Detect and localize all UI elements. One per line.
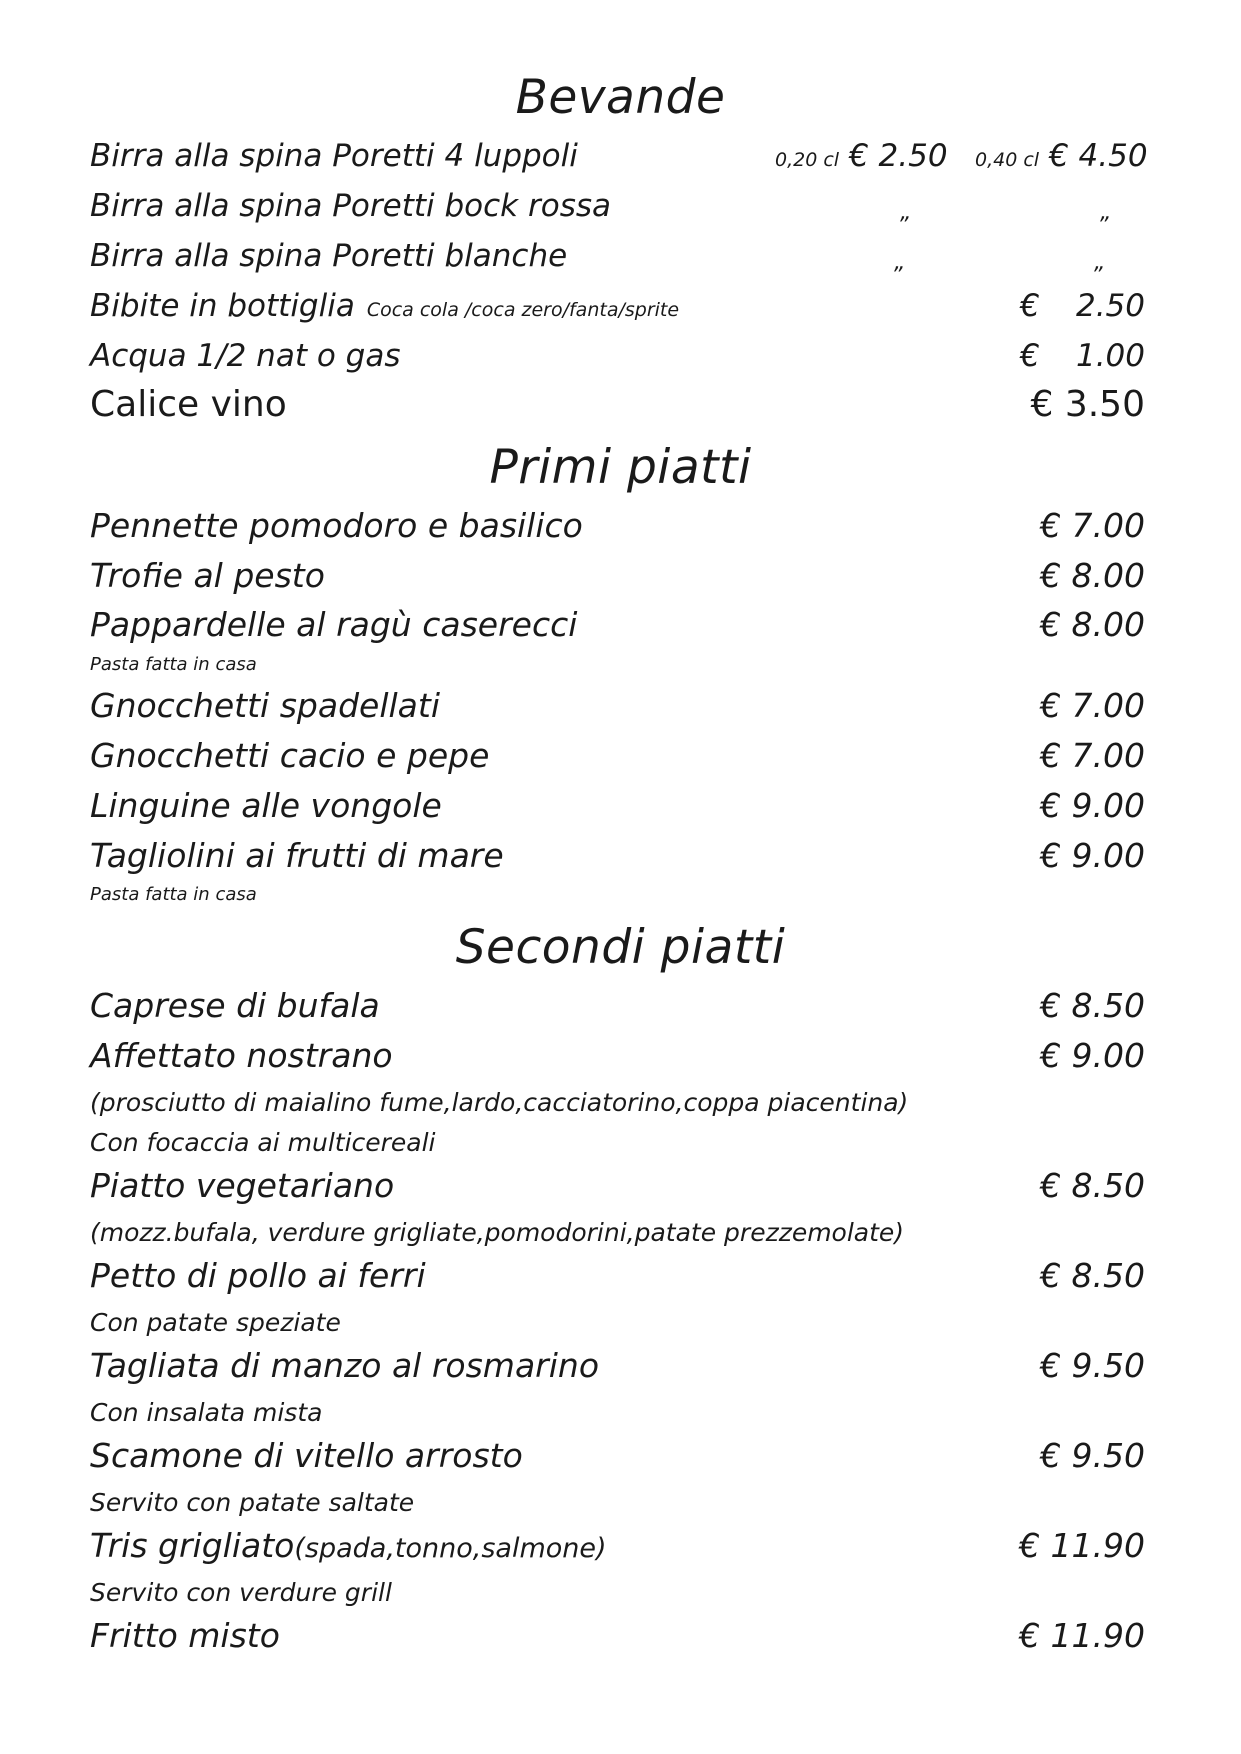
item-name-affettato: Affettato nostrano	[90, 1036, 393, 1075]
tris-label: Tris grigliato	[90, 1526, 295, 1565]
ditto-mark-large: „	[1094, 250, 1106, 275]
item-price: € 9.00	[1040, 786, 1145, 825]
item-price: € 7.00	[1040, 686, 1145, 725]
item-price-pollo: € 8.50	[1040, 1256, 1145, 1295]
item-name-acqua: Acqua 1/2 nat o gas	[90, 338, 401, 374]
item-name-caprese: Caprese di bufala	[90, 986, 380, 1025]
item-name-beer-blanche: Birra alla spina Poretti blanche	[90, 238, 568, 274]
item-name-scamone: Scamone di vitello arrosto	[90, 1436, 523, 1475]
beer-price-large: € 4.50	[1048, 138, 1148, 174]
beer-size-large: 0,40 cl	[975, 149, 1040, 171]
beer-small-price-group	[775, 138, 948, 174]
item-name-bibite	[90, 288, 679, 324]
item-note: Pasta fatta in casa	[90, 654, 257, 675]
item-name: Tagliolini ai frutti di mare	[90, 836, 504, 875]
item-price-caprese: € 8.50	[1040, 986, 1145, 1025]
bibite-price: 2.50	[1075, 288, 1145, 324]
item-price-tris: € 11.90	[1019, 1526, 1145, 1565]
bibite-currency: €	[1020, 288, 1040, 324]
ditto-mark-large: „	[1100, 200, 1112, 225]
item-name: Pappardelle al ragù caserecci	[90, 605, 578, 644]
beer-large-price-group	[975, 138, 1148, 174]
beer-size-small: 0,20 cl	[775, 149, 840, 171]
item-price-fritto: € 11.90	[1019, 1616, 1145, 1655]
item-name-calice-vino: Calice vino	[90, 384, 287, 425]
item-note-pollo: Con patate speziate	[90, 1308, 341, 1337]
item-price-affettato: € 9.00	[1040, 1036, 1145, 1075]
item-price: € 7.00	[1040, 736, 1145, 775]
tris-detail: (spada,tonno,salmone)	[294, 1533, 607, 1564]
calice-vino-price: € 3.50	[1030, 384, 1145, 425]
item-name-tris	[90, 1526, 607, 1565]
bibite-detail: Coca cola /coca zero/fanta/sprite	[366, 299, 680, 321]
item-note-tagliata: Con insalata mista	[90, 1398, 323, 1427]
item-name-beer-4-luppoli: Birra alla spina Poretti 4 luppoli	[90, 138, 578, 174]
item-name: Trofie al pesto	[90, 556, 325, 595]
item-note-scamone: Servito con patate saltate	[90, 1488, 415, 1517]
item-detail-affettato: (prosciutto di maialino fume,lardo,cacciatorino,coppa piacentina)	[90, 1088, 909, 1117]
section-title-secondi: Secondi piatti	[455, 920, 786, 975]
item-price-scamone: € 9.50	[1040, 1436, 1145, 1475]
ditto-mark-small: „	[900, 200, 912, 225]
section-title-bevande: Bevande	[515, 70, 726, 125]
item-price-tagliata: € 9.50	[1040, 1346, 1145, 1385]
section-title-primi: Primi piatti	[489, 440, 752, 495]
item-price: € 8.00	[1040, 605, 1145, 644]
item-name: Linguine alle vongole	[90, 786, 442, 825]
ditto-mark-small: „	[894, 250, 906, 275]
item-name: Gnocchetti spadellati	[90, 686, 440, 725]
item-price: € 7.00	[1040, 506, 1145, 545]
item-note-affettato: Con focaccia ai multicereali	[90, 1128, 436, 1157]
item-name: Pennette pomodoro e basilico	[90, 506, 583, 545]
item-price-vegetariano: € 8.50	[1040, 1166, 1145, 1205]
item-name-tagliata: Tagliata di manzo al rosmarino	[90, 1346, 600, 1385]
item-name-beer-bock-rossa: Birra alla spina Poretti bock rossa	[90, 188, 611, 224]
acqua-currency: €	[1020, 338, 1040, 374]
item-note-tris: Servito con verdure grill	[90, 1578, 392, 1607]
item-name: Gnocchetti cacio e pepe	[90, 736, 490, 775]
item-name-pollo: Petto di pollo ai ferri	[90, 1256, 426, 1295]
item-price: € 8.00	[1040, 556, 1145, 595]
acqua-price: 1.00	[1075, 338, 1145, 374]
item-note: Pasta fatta in casa	[90, 884, 257, 905]
beer-price-small: € 2.50	[848, 138, 948, 174]
item-detail-vegetariano: (mozz.bufala, verdure grigliate,pomodorini,patate prezzemolate)	[90, 1218, 905, 1247]
item-name-vegetariano: Piatto vegetariano	[90, 1166, 395, 1205]
item-price: € 9.00	[1040, 836, 1145, 875]
bibite-label: Bibite in bottiglia	[90, 288, 355, 324]
item-name-fritto: Fritto misto	[90, 1616, 280, 1655]
